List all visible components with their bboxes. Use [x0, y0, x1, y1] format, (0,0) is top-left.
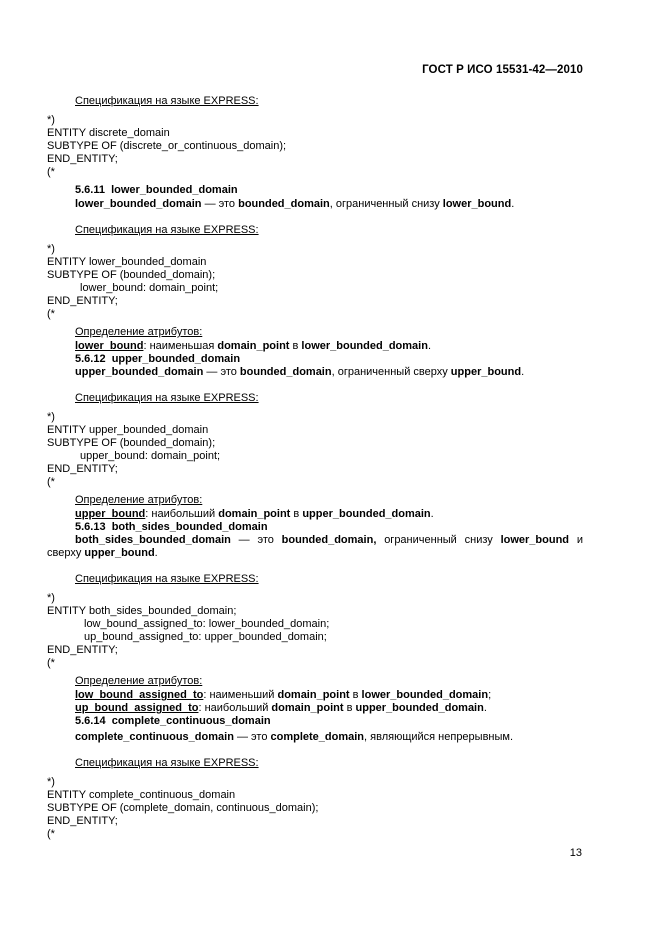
- end-entity-line: END_ENTITY;: [47, 463, 118, 475]
- end-entity-line: END_ENTITY;: [47, 644, 118, 656]
- section-heading: 5.6.11 lower_bounded_domain: [75, 184, 238, 196]
- express-spec-label: Спецификация на языке EXPRESS:: [75, 392, 259, 404]
- attribute-line: low_bound_assigned_to: lower_bounded_domain;: [84, 618, 330, 630]
- page-number: 13: [569, 847, 582, 859]
- attribute-definition: upper_bound: наибольший domain_point в upper_bounded_domain.: [75, 508, 434, 520]
- express-spec-label: Спецификация на языке EXPRESS:: [75, 573, 259, 585]
- attribute-definition: up_bound_assigned_to: наибольший domain_point в upper_bounded_domain.: [75, 702, 487, 714]
- subtype-line: SUBTYPE OF (bounded_domain);: [47, 269, 216, 281]
- subtype-line: SUBTYPE OF (complete_domain, continuous_domain);: [47, 802, 319, 814]
- attribute-definition: low_bound_assigned_to: наименьший domain_point в lower_bounded_domain;: [75, 689, 492, 701]
- section-heading: 5.6.12 upper_bounded_domain: [75, 353, 241, 365]
- code-close: (*: [47, 828, 55, 840]
- express-spec-label: Спецификация на языке EXPRESS:: [75, 95, 259, 107]
- code-close: (*: [47, 166, 55, 178]
- section-heading: 5.6.13 both_sides_bounded_domain: [75, 521, 268, 533]
- attribute-definition-label: Определение атрибутов:: [75, 326, 203, 338]
- entity-line: ENTITY lower_bounded_domain: [47, 256, 207, 268]
- definition-paragraph: lower_bounded_domain — это bounded_domain, ограниченный снизу lower_bound.: [75, 198, 515, 210]
- entity-line: ENTITY complete_continuous_domain: [47, 789, 236, 801]
- entity-line: ENTITY discrete_domain: [47, 127, 170, 139]
- code-open: *): [47, 592, 55, 604]
- code-close: (*: [47, 476, 55, 488]
- code-close: (*: [47, 308, 55, 320]
- code-open: *): [47, 776, 55, 788]
- attribute-line: lower_bound: domain_point;: [80, 282, 219, 294]
- code-close: (*: [47, 657, 55, 669]
- subtype-line: SUBTYPE OF (bounded_domain);: [47, 437, 216, 449]
- code-open: *): [47, 411, 55, 423]
- document-header: ГОСТ Р ИСО 15531-42—2010: [422, 64, 583, 76]
- entity-line: ENTITY both_sides_bounded_domain;: [47, 605, 237, 617]
- attribute-line: up_bound_assigned_to: upper_bounded_domain;: [84, 631, 327, 643]
- definition-paragraph: both_sides_bounded_domain — это bounded_domain, ограниченный снизу lower_bound и: [75, 534, 583, 546]
- subtype-line: SUBTYPE OF (discrete_or_continuous_domain);: [47, 140, 287, 152]
- express-spec-label: Спецификация на языке EXPRESS:: [75, 224, 259, 236]
- attribute-definition-label: Определение атрибутов:: [75, 494, 203, 506]
- express-spec-label: Спецификация на языке EXPRESS:: [75, 757, 259, 769]
- section-heading: 5.6.14 complete_continuous_domain: [75, 715, 271, 727]
- definition-paragraph: upper_bounded_domain — это bounded_domain, ограниченный сверху upper_bound.: [75, 366, 525, 378]
- code-open: *): [47, 114, 55, 126]
- definition-paragraph-continued: сверху upper_bound.: [47, 547, 158, 559]
- end-entity-line: END_ENTITY;: [47, 815, 118, 827]
- attribute-definition: lower_bound: наименьшая domain_point в lower_bounded_domain.: [75, 340, 431, 352]
- definition-paragraph: complete_continuous_domain — это complete_domain, являющийся непрерывным.: [75, 731, 514, 743]
- code-open: *): [47, 243, 55, 255]
- end-entity-line: END_ENTITY;: [47, 153, 118, 165]
- attribute-definition-label: Определение атрибутов:: [75, 675, 203, 687]
- end-entity-line: END_ENTITY;: [47, 295, 118, 307]
- entity-line: ENTITY upper_bounded_domain: [47, 424, 209, 436]
- attribute-line: upper_bound: domain_point;: [80, 450, 221, 462]
